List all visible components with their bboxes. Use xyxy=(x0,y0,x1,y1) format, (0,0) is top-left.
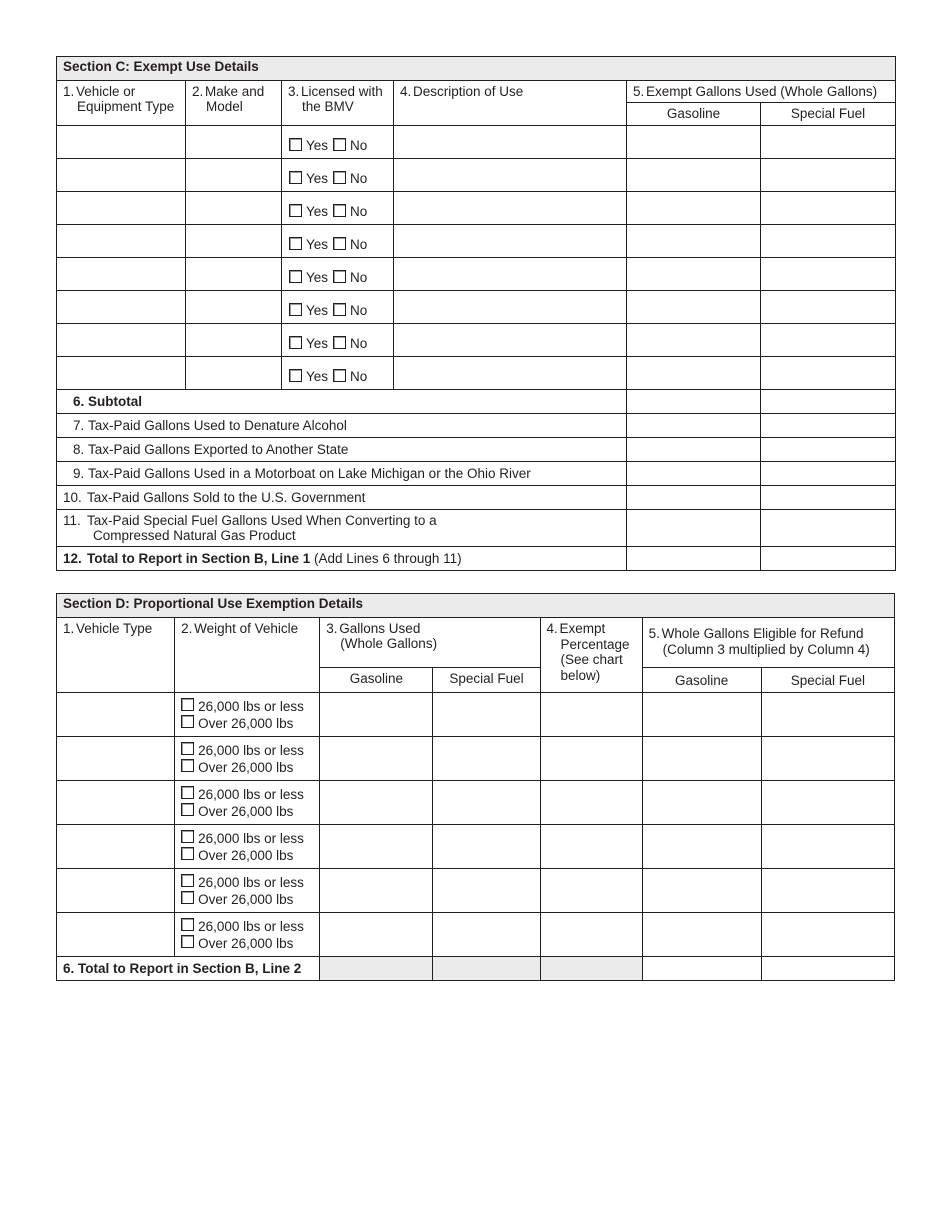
make-model-cell[interactable] xyxy=(186,324,282,357)
description-cell[interactable] xyxy=(394,324,627,357)
vehicle-type-cell[interactable] xyxy=(57,737,175,781)
vehicle-type-cell[interactable] xyxy=(57,913,175,957)
weight-under-checkbox[interactable] xyxy=(181,918,194,931)
refund-special-fuel-cell[interactable] xyxy=(761,913,894,957)
col-exempt-gallons-header: 5. Exempt Gallons Used (Whole Gallons) xyxy=(627,81,896,103)
no-label: No xyxy=(350,138,368,153)
description-cell[interactable] xyxy=(394,225,627,258)
no-checkbox[interactable] xyxy=(333,369,346,382)
no-label: No xyxy=(350,369,368,384)
gasoline-cell[interactable] xyxy=(320,913,433,957)
exempt-percentage-cell[interactable] xyxy=(540,913,642,957)
col-weight-header: 2. Weight of Vehicle xyxy=(175,618,320,693)
weight-under-checkbox[interactable] xyxy=(181,786,194,799)
make-model-cell[interactable] xyxy=(186,357,282,390)
exempt-percentage-cell[interactable] xyxy=(540,781,642,825)
total-refund-gasoline-cell[interactable] xyxy=(642,957,761,981)
refund-special-fuel-cell[interactable] xyxy=(761,825,894,869)
special-fuel-cell[interactable] xyxy=(761,291,896,324)
line-10-label: 10. Tax-Paid Gallons Sold to the U.S. Government xyxy=(57,486,627,510)
licensed-cell xyxy=(282,159,394,192)
vehicle-type-cell[interactable] xyxy=(57,825,175,869)
col-gasoline-header: Gasoline xyxy=(627,103,761,126)
col-make-model-header: 2. Make and Model xyxy=(186,81,282,126)
vehicle-type-cell[interactable] xyxy=(57,159,186,192)
no-label: No xyxy=(350,336,368,351)
weight-under-checkbox[interactable] xyxy=(181,698,194,711)
col-description-header: 4. Description of Use xyxy=(394,81,627,126)
col-special-fuel-header: Special Fuel xyxy=(761,103,896,126)
line-9-gasoline-cell[interactable] xyxy=(627,462,761,486)
yes-checkbox[interactable] xyxy=(289,270,302,283)
weight-cell: 26,000 lbs or less Over 26,000 lbs xyxy=(175,693,320,737)
description-cell[interactable] xyxy=(394,291,627,324)
gasoline-cell[interactable] xyxy=(320,737,433,781)
vehicle-type-cell[interactable] xyxy=(57,192,186,225)
refund-gasoline-cell[interactable] xyxy=(642,693,761,737)
special-fuel-cell[interactable] xyxy=(761,225,896,258)
vehicle-type-cell[interactable] xyxy=(57,126,186,159)
gasoline-cell[interactable] xyxy=(627,225,761,258)
special-fuel-cell[interactable] xyxy=(761,258,896,291)
refund-special-fuel-cell[interactable] xyxy=(761,869,894,913)
special-fuel-cell[interactable] xyxy=(433,869,540,913)
no-label: No xyxy=(350,303,368,318)
licensed-cell xyxy=(282,291,394,324)
line-11-label: 11. Tax-Paid Special Fuel Gallons Used When Converting to a Compressed Natural Gas Product xyxy=(57,510,627,547)
table-row xyxy=(57,693,895,737)
table-row xyxy=(57,781,895,825)
no-checkbox[interactable] xyxy=(333,138,346,151)
licensed-cell xyxy=(282,225,394,258)
yes-label: Yes xyxy=(306,171,329,186)
line-7-gasoline-cell[interactable] xyxy=(627,414,761,438)
make-model-cell[interactable] xyxy=(186,126,282,159)
no-label: No xyxy=(350,204,368,219)
weight-cell: 26,000 lbs or less Over 26,000 lbs xyxy=(175,781,320,825)
weight-over-checkbox[interactable] xyxy=(181,891,194,904)
special-fuel-cell[interactable] xyxy=(761,357,896,390)
special-fuel-cell[interactable] xyxy=(761,192,896,225)
refund-special-fuel-cell[interactable] xyxy=(761,781,894,825)
exempt-percentage-cell[interactable] xyxy=(540,869,642,913)
licensed-cell xyxy=(282,192,394,225)
vehicle-type-cell[interactable] xyxy=(57,258,186,291)
description-cell[interactable] xyxy=(394,192,627,225)
line-6-gasoline-cell[interactable] xyxy=(627,390,761,414)
no-checkbox[interactable] xyxy=(333,303,346,316)
table-row xyxy=(57,192,896,225)
col-special-fuel-refund-header: Special Fuel xyxy=(761,668,894,693)
table-row xyxy=(57,291,896,324)
line-8-special-fuel-cell[interactable] xyxy=(761,438,896,462)
yes-checkbox[interactable] xyxy=(289,237,302,250)
vehicle-type-cell[interactable] xyxy=(57,869,175,913)
vehicle-type-cell[interactable] xyxy=(57,225,186,258)
table-row xyxy=(57,159,896,192)
special-fuel-cell[interactable] xyxy=(761,126,896,159)
weight-over-checkbox[interactable] xyxy=(181,759,194,772)
table-row xyxy=(57,913,895,957)
table-row xyxy=(57,258,896,291)
no-label: No xyxy=(350,171,368,186)
col-licensed-header: 3. Licensed with the BMV xyxy=(282,81,394,126)
licensed-cell xyxy=(282,357,394,390)
yes-checkbox[interactable] xyxy=(289,369,302,382)
col-special-fuel-header: Special Fuel xyxy=(433,668,540,693)
line-12-total: 12. Total to Report in Section B, Line 1 (Add Lines 6 through 11) xyxy=(57,547,627,571)
make-model-cell[interactable] xyxy=(186,258,282,291)
refund-gasoline-cell[interactable] xyxy=(642,869,761,913)
weight-over-checkbox[interactable] xyxy=(181,803,194,816)
licensed-cell xyxy=(282,324,394,357)
weight-under-checkbox[interactable] xyxy=(181,830,194,843)
total-special-fuel-shaded-cell xyxy=(433,957,540,981)
section-c-title: Section C: Exempt Use Details xyxy=(57,57,896,81)
line-6-total: 6. Total to Report in Section B, Line 2 xyxy=(57,957,320,981)
weight-under-checkbox[interactable] xyxy=(181,742,194,755)
licensed-cell xyxy=(282,126,394,159)
table-row xyxy=(57,324,896,357)
weight-cell: 26,000 lbs or less Over 26,000 lbs xyxy=(175,737,320,781)
line-6-subtotal: 6. Subtotal xyxy=(57,390,627,414)
special-fuel-cell[interactable] xyxy=(433,781,540,825)
no-label: No xyxy=(350,237,368,252)
gasoline-cell[interactable] xyxy=(320,825,433,869)
no-checkbox[interactable] xyxy=(333,336,346,349)
description-cell[interactable] xyxy=(394,159,627,192)
line-6-special-fuel-cell[interactable] xyxy=(761,390,896,414)
col-gasoline-refund-header: Gasoline xyxy=(642,668,761,693)
yes-checkbox[interactable] xyxy=(289,303,302,316)
gasoline-cell[interactable] xyxy=(627,126,761,159)
weight-over-checkbox[interactable] xyxy=(181,935,194,948)
line-9-special-fuel-cell[interactable] xyxy=(761,462,896,486)
special-fuel-cell[interactable] xyxy=(433,913,540,957)
gasoline-cell[interactable] xyxy=(627,324,761,357)
no-checkbox[interactable] xyxy=(333,270,346,283)
weight-cell: 26,000 lbs or less Over 26,000 lbs xyxy=(175,825,320,869)
special-fuel-cell[interactable] xyxy=(433,693,540,737)
gasoline-cell[interactable] xyxy=(627,159,761,192)
weight-under-checkbox[interactable] xyxy=(181,874,194,887)
no-checkbox[interactable] xyxy=(333,171,346,184)
table-row xyxy=(57,126,896,159)
col-vehicle-type-header: 1. Vehicle Type xyxy=(57,618,175,693)
make-model-cell[interactable] xyxy=(186,159,282,192)
table-row xyxy=(57,357,896,390)
refund-special-fuel-cell[interactable] xyxy=(761,737,894,781)
vehicle-type-cell[interactable] xyxy=(57,693,175,737)
line-8-label: 8. Tax-Paid Gallons Exported to Another State xyxy=(57,438,627,462)
table-row xyxy=(57,869,895,913)
yes-label: Yes xyxy=(306,369,329,384)
gasoline-cell[interactable] xyxy=(320,869,433,913)
gasoline-cell[interactable] xyxy=(627,357,761,390)
gasoline-cell[interactable] xyxy=(320,781,433,825)
col-vehicle-type-header: 1. Vehicle or Equipment Type xyxy=(57,81,186,126)
no-label: No xyxy=(350,270,368,285)
vehicle-type-cell[interactable] xyxy=(57,781,175,825)
col-gallons-used-header: 3. Gallons Used (Whole Gallons) xyxy=(320,618,540,668)
special-fuel-cell[interactable] xyxy=(761,159,896,192)
gasoline-cell[interactable] xyxy=(627,192,761,225)
total-gasoline-shaded-cell xyxy=(320,957,433,981)
total-refund-special-fuel-cell[interactable] xyxy=(761,957,894,981)
gasoline-cell[interactable] xyxy=(320,693,433,737)
weight-cell: 26,000 lbs or less Over 26,000 lbs xyxy=(175,869,320,913)
line-11-gasoline-cell[interactable] xyxy=(627,510,761,547)
weight-over-checkbox[interactable] xyxy=(181,847,194,860)
description-cell[interactable] xyxy=(394,126,627,159)
weight-over-checkbox[interactable] xyxy=(181,715,194,728)
yes-label: Yes xyxy=(306,303,329,318)
section-c-table xyxy=(56,56,896,571)
licensed-cell xyxy=(282,258,394,291)
section-d-table xyxy=(56,593,895,981)
table-row xyxy=(57,825,895,869)
line-11-special-fuel-cell[interactable] xyxy=(761,510,896,547)
section-d-title: Section D: Proportional Use Exemption Details xyxy=(57,594,895,618)
vehicle-type-cell[interactable] xyxy=(57,357,186,390)
yes-label: Yes xyxy=(306,270,329,285)
col-exempt-percentage-header: 4. Exempt Percentage (See chart below) xyxy=(540,618,642,693)
total-percentage-shaded-cell xyxy=(540,957,642,981)
yes-label: Yes xyxy=(306,336,329,351)
line-8-gasoline-cell[interactable] xyxy=(627,438,761,462)
yes-checkbox[interactable] xyxy=(289,204,302,217)
description-cell[interactable] xyxy=(394,357,627,390)
make-model-cell[interactable] xyxy=(186,192,282,225)
special-fuel-cell[interactable] xyxy=(761,324,896,357)
gasoline-cell[interactable] xyxy=(627,291,761,324)
refund-gasoline-cell[interactable] xyxy=(642,781,761,825)
line-7-special-fuel-cell[interactable] xyxy=(761,414,896,438)
line-10-gasoline-cell[interactable] xyxy=(627,486,761,510)
vehicle-type-cell[interactable] xyxy=(57,291,186,324)
make-model-cell[interactable] xyxy=(186,291,282,324)
exempt-percentage-cell[interactable] xyxy=(540,825,642,869)
yes-label: Yes xyxy=(306,204,329,219)
special-fuel-cell[interactable] xyxy=(433,825,540,869)
vehicle-type-cell[interactable] xyxy=(57,324,186,357)
table-row xyxy=(57,225,896,258)
col-eligible-refund-header: 5. Whole Gallons Eligible for Refund (Column 3 multiplied by Column 4) xyxy=(642,618,894,668)
line-12-special-fuel-cell[interactable] xyxy=(761,547,896,571)
exempt-percentage-cell[interactable] xyxy=(540,737,642,781)
yes-checkbox[interactable] xyxy=(289,171,302,184)
exempt-percentage-cell[interactable] xyxy=(540,693,642,737)
no-checkbox[interactable] xyxy=(333,204,346,217)
description-cell[interactable] xyxy=(394,258,627,291)
yes-label: Yes xyxy=(306,138,329,153)
refund-gasoline-cell[interactable] xyxy=(642,825,761,869)
line-12-gasoline-cell[interactable] xyxy=(627,547,761,571)
table-row xyxy=(57,737,895,781)
no-checkbox[interactable] xyxy=(333,237,346,250)
gasoline-cell[interactable] xyxy=(627,258,761,291)
refund-gasoline-cell[interactable] xyxy=(642,737,761,781)
line-7-label: 7. Tax-Paid Gallons Used to Denature Alcohol xyxy=(57,414,627,438)
col-gasoline-header: Gasoline xyxy=(320,668,433,693)
yes-checkbox[interactable] xyxy=(289,138,302,151)
yes-label: Yes xyxy=(306,237,329,252)
yes-checkbox[interactable] xyxy=(289,336,302,349)
refund-gasoline-cell[interactable] xyxy=(642,913,761,957)
weight-cell: 26,000 lbs or less Over 26,000 lbs xyxy=(175,913,320,957)
special-fuel-cell[interactable] xyxy=(433,737,540,781)
refund-special-fuel-cell[interactable] xyxy=(761,693,894,737)
make-model-cell[interactable] xyxy=(186,225,282,258)
line-10-special-fuel-cell[interactable] xyxy=(761,486,896,510)
line-9-label: 9. Tax-Paid Gallons Used in a Motorboat on Lake Michigan or the Ohio River xyxy=(57,462,627,486)
